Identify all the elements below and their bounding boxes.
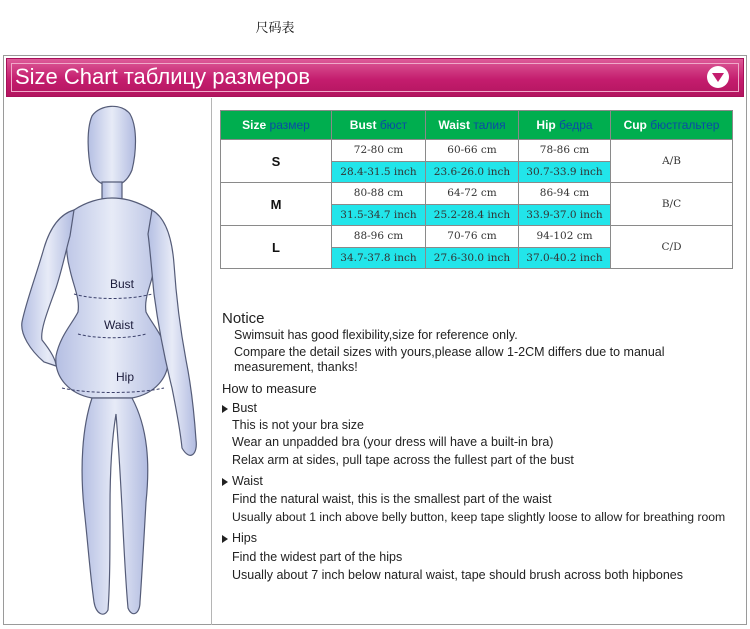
table-row <box>221 140 733 162</box>
vertical-divider <box>211 98 212 625</box>
waist-inch-cell: 25.2-28.4 inch <box>426 204 519 226</box>
header-cup: Cup бюстгальтер <box>611 111 733 140</box>
header-banner <box>6 58 744 97</box>
size-cell: M <box>221 183 332 226</box>
notice-line: Swimsuit has good flexibility,size for reference only. <box>234 328 518 342</box>
cup-cell: C/D <box>611 226 733 269</box>
banner-title <box>15 64 310 90</box>
hip-inch-cell: 30.7-33.9 inch <box>519 161 611 183</box>
header-hip: Hip бедра <box>519 111 611 140</box>
bust-line: Wear an unpadded bra (your dress will have a built-in bra) <box>232 435 554 449</box>
cup-cell: A/B <box>611 140 733 183</box>
header-waist: Waist талия <box>426 111 519 140</box>
hip-inch-cell: 37.0-40.2 inch <box>519 247 611 269</box>
table-row <box>221 183 733 205</box>
cup-cell: B/C <box>611 183 733 226</box>
table-row <box>221 226 733 248</box>
size-cell: L <box>221 226 332 269</box>
waist-inch-cell: 23.6-26.0 inch <box>426 161 519 183</box>
body-figure-illustration <box>4 98 210 623</box>
hip-cm-cell: 94-102 cm <box>519 226 611 248</box>
figure-label-bust: Bust <box>110 277 135 291</box>
bust-inch-cell: 28.4-31.5 inch <box>332 161 426 183</box>
notice-line: Compare the detail sizes with yours,please allow 1-2CM differs due to manual <box>234 345 665 359</box>
waist-cm-cell: 64-72 cm <box>426 183 519 205</box>
header-size: Size размер <box>221 111 332 140</box>
waist-cm-cell: 70-76 cm <box>426 226 519 248</box>
hips-heading: Hips <box>232 531 258 545</box>
table-header-row <box>221 111 733 140</box>
bust-heading: Bust <box>232 401 258 415</box>
bust-line: This is not your bra size <box>232 418 364 432</box>
page-caption: 尺码表 <box>255 21 295 36</box>
size-cell: S <box>221 140 332 183</box>
hip-inch-cell: 33.9-37.0 inch <box>519 204 611 226</box>
how-to-measure-heading: How to measure <box>222 381 317 396</box>
triangle-right-icon <box>222 478 228 486</box>
hips-line: Usually about 7 inch below natural waist, tape should brush across both hipbones <box>232 568 683 582</box>
bust-cm-cell: 88-96 cm <box>332 226 426 248</box>
bust-inch-cell: 34.7-37.8 inch <box>332 247 426 269</box>
figure-label-waist: Waist <box>104 318 134 332</box>
notice-heading: Notice <box>222 310 265 327</box>
triangle-right-icon <box>222 405 228 413</box>
waist-line: Find the natural waist, this is the smallest part of the waist <box>232 492 552 506</box>
waist-heading: Waist <box>232 474 263 488</box>
hips-line: Find the widest part of the hips <box>232 550 403 564</box>
figure-label-hip: Hip <box>116 370 135 384</box>
bust-cm-cell: 72-80 cm <box>332 140 426 162</box>
hip-cm-cell: 86-94 cm <box>519 183 611 205</box>
waist-cm-cell: 60-66 cm <box>426 140 519 162</box>
bust-inch-cell: 31.5-34.7 inch <box>332 204 426 226</box>
triangle-right-icon <box>222 535 228 543</box>
header-bust: Bust бюст <box>332 111 426 140</box>
hip-cm-cell: 78-86 cm <box>519 140 611 162</box>
bust-line: Relax arm at sides, pull tape across the fullest part of the bust <box>232 453 574 467</box>
chevron-down-icon[interactable] <box>707 66 729 88</box>
banner-title-ru: таблицу размеров <box>123 64 311 89</box>
banner-title-en: Size Chart <box>15 64 118 89</box>
waist-inch-cell: 27.6-30.0 inch <box>426 247 519 269</box>
bust-cm-cell: 80-88 cm <box>332 183 426 205</box>
waist-line: Usually about 1 inch above belly button, keep tape slightly loose to allow for breathing room <box>232 510 726 524</box>
size-table <box>220 110 733 269</box>
notice-line: measurement, thanks! <box>234 360 358 374</box>
